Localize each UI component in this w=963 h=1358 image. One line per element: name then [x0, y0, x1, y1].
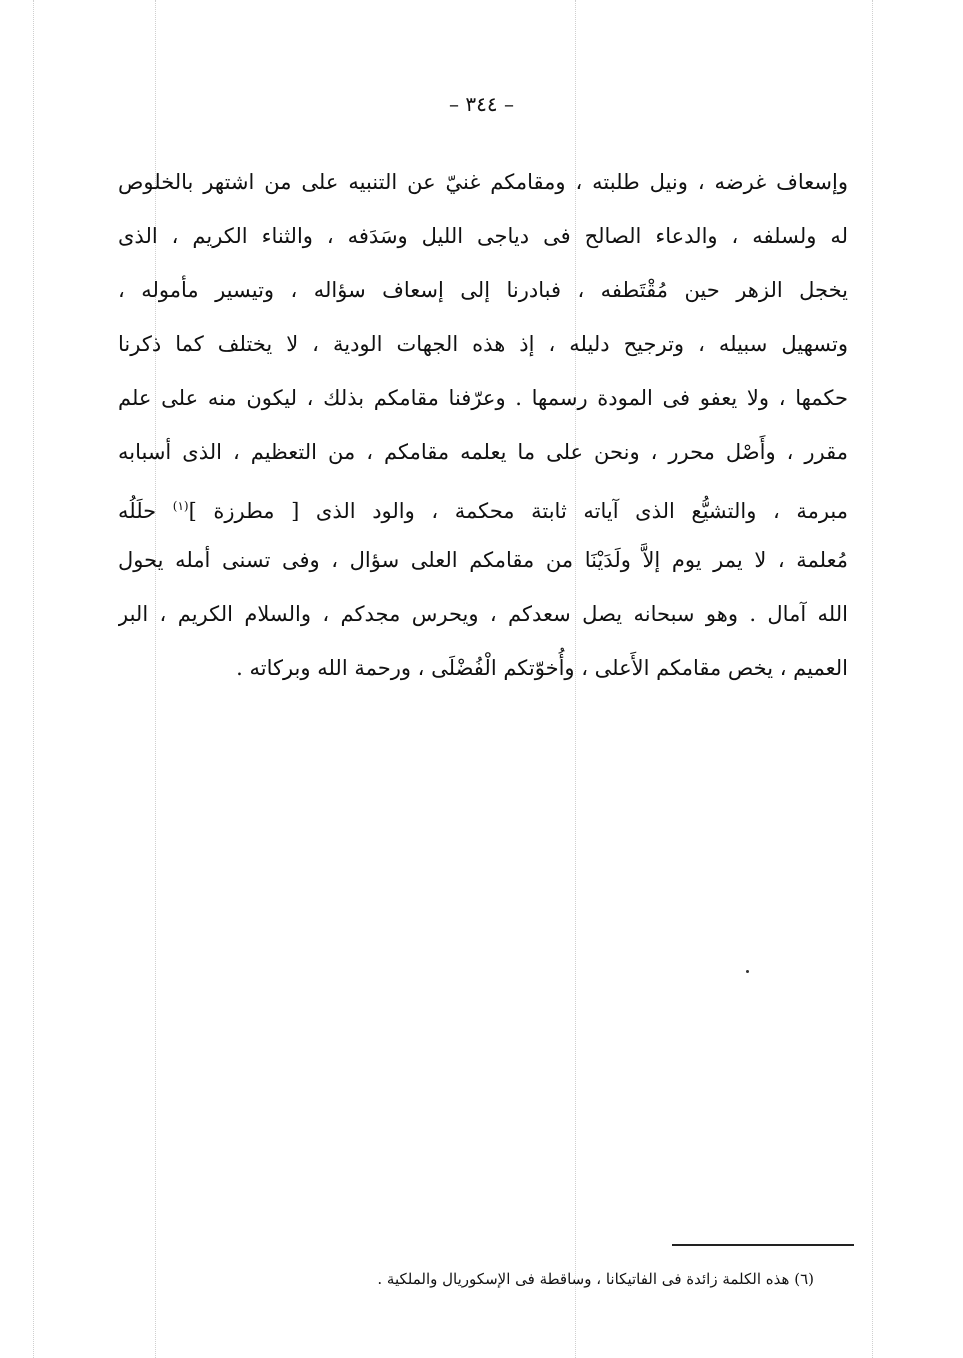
page-number: – ٣٤٤ –	[449, 92, 514, 116]
text-line-segment: حلَلُه	[118, 499, 157, 523]
text-line: الله آمال . وهو سبحانه يصل سعدكم ، ويحرس مجدكم ، والسلام الكريم ، البر	[118, 602, 848, 626]
body-text	[118, 155, 848, 695]
text-line: مُعلمة ، لا يمر يوم إلاَّ ولَدَيْنَا من مقامكم العلى سؤال ، وفى تسنى أمله يحول	[118, 548, 848, 572]
footnote: (٦) هذه الكلمة زائدة فى الفاتيكانا ، وساقطة فى الإسكوريال والملكية .	[377, 1270, 814, 1288]
scan-artifact-line	[872, 0, 873, 1358]
text-line: العميم ، يخص مقامكم الأَعلى ، وأُخوّتكم الْفُضْلَى ، ورحمة الله وبركاته .	[236, 656, 848, 680]
text-line: وتسهيل سبيله ، وترجيح دليله ، إذ هذه الجهات الودية ، لا يختلف كما ذكرنا	[118, 332, 848, 356]
text-line-with-footnote	[118, 479, 848, 533]
text-line-segment: مبرمة ، والتشيُّع الذى آياته ثابتة محكمة ، والود الذى [ مطرزة ]	[188, 499, 848, 523]
scan-artifact-line	[33, 0, 34, 1358]
scan-speck	[746, 970, 749, 973]
text-line: له ولسلفه ، والدعاء الصالح فى دياجى الليل وسَدَفه ، والثناء الكريم ، الذى	[118, 224, 848, 248]
text-line: حكمها ، ولا يعفو فى المودة رسمها . وعرّفنا مقامكم بذلك ، ليكون منه على علم	[118, 386, 848, 410]
text-line: وإسعاف غرضه ، ونيل طلبته ، ومقامكم غنيّ عن التنبيه على من اشتهر بالخلوص	[118, 170, 848, 194]
footnote-separator	[672, 1244, 854, 1246]
text-line: يخجل الزهر حين مُقْتَطفه ، فبادرنا إلى إسعاف سؤاله ، وتيسير مأموله ،	[118, 278, 848, 302]
footnote-marker: (١)	[172, 499, 189, 513]
text-line: مقرر ، وأَصْل محرر ، ونحن على ما يعلمه مقامكم ، من التعظيم ، الذى أسبابه	[118, 440, 848, 464]
